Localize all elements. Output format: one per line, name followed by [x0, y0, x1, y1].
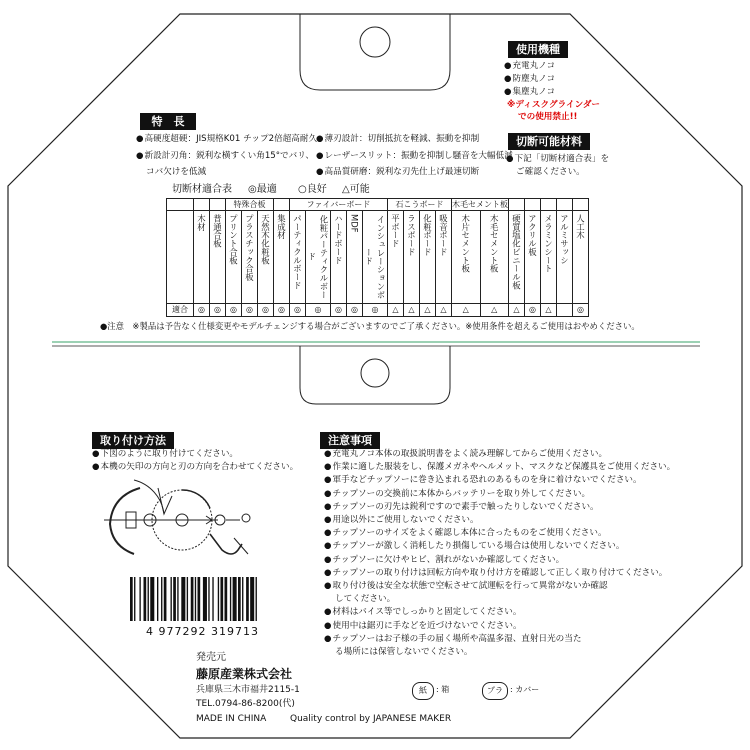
caution-item: してください。 — [335, 594, 396, 605]
table-cell: △ — [480, 304, 509, 317]
feature-item: コバ欠けを低減 — [146, 167, 207, 177]
column-header — [541, 211, 557, 304]
table-title: 切断材適合表 — [172, 184, 232, 195]
table-group-row — [167, 199, 589, 211]
caution-item: ● チップソーのサイズをよく確認し本体に合ったものをご使用ください。 — [324, 527, 607, 539]
column-header-label: インシュレーションボード — [364, 214, 386, 299]
column-header — [557, 211, 573, 304]
caution-item: ● チップソーが激しく消耗したり損傷している場合は使用しないでください。 — [324, 540, 624, 552]
notice-text: ●注意 ※製品は予告なく仕様変更やモデルチェンジする場合がございますのでご了承ください。※使用条件を超えるご使用はおやめください。 — [100, 321, 640, 331]
barcode-bar — [195, 577, 196, 621]
column-header — [274, 211, 290, 304]
barcode-bar — [225, 577, 228, 621]
barcode-bar — [130, 577, 133, 621]
column-header-label: 木材 — [196, 214, 207, 231]
group-fiberboard: ファイバーボード — [290, 199, 388, 211]
caution-item: る場所には保管しないでください。 — [335, 647, 473, 657]
barcode-bar — [181, 577, 185, 621]
column-header — [573, 211, 589, 304]
table-cell: △ — [404, 304, 420, 317]
barcode-bar — [144, 577, 147, 621]
row-header-blank — [167, 211, 194, 304]
paper-recycle-icon — [412, 682, 434, 700]
cutting-header: 切断可能材料 — [508, 133, 590, 150]
barcode-bar — [139, 577, 140, 621]
paper-recycle-label: : 箱 — [436, 685, 450, 694]
column-header-label: ラスボード — [406, 214, 417, 256]
column-header — [331, 211, 347, 304]
caution-item: ● 軍手などチップソーに巻き込まれる恐れのあるものを身に着けないでください。 — [324, 474, 642, 486]
feature-item: ● 高硬度超硬：JIS規格K01 チップ2倍超高耐久 — [136, 133, 317, 145]
table-cell: ◎ — [573, 304, 589, 317]
column-header-label: MDF — [349, 214, 360, 233]
cautions-header: 注意事項 — [320, 432, 380, 449]
row-label: 適合 — [167, 304, 194, 317]
column-header — [388, 211, 404, 304]
barcode-bar — [212, 577, 213, 621]
barcode-bar — [171, 577, 172, 621]
seller-company: 藤原産業株式会社 — [196, 667, 293, 681]
barcode-bar — [238, 577, 241, 621]
table-cell: ◎ — [331, 304, 347, 317]
seller-address: 兵庫県三木市福井2115-1 — [196, 685, 300, 695]
mounting-item: ● 本機の矢印の方向と刃の方向を合わせてください。 — [92, 461, 298, 473]
barcode-bar — [173, 577, 176, 621]
plastic-recycle-icon — [482, 682, 508, 700]
barcode-bar — [150, 577, 154, 621]
column-header — [210, 211, 226, 304]
barcode-bar — [134, 577, 135, 621]
column-header-label: プラスチック合板 — [244, 214, 255, 282]
barcode-bar — [161, 577, 162, 621]
column-header-label: 硬質塩化ビニール板 — [511, 214, 522, 290]
seller-tel: TEL.0794-86-8200(代) — [196, 699, 295, 709]
column-header-label: 人工木 — [575, 214, 586, 240]
column-header — [242, 211, 258, 304]
group-cement-board: 木毛セメント板 — [452, 200, 508, 209]
column-header-label: 天然木化粧板 — [260, 214, 271, 265]
column-header — [420, 211, 436, 304]
column-header-label: ハードボード — [333, 214, 344, 265]
feature-item: ● 高品質研磨：鋭利な刃先仕上げ最速切断 — [316, 166, 479, 178]
barcode-bar — [230, 577, 231, 621]
table-cell: ◎ — [242, 304, 258, 317]
column-header-label: 化粧パーティクルボード — [307, 214, 329, 299]
legend-good: ○良好 — [298, 184, 327, 195]
column-header-label: パーティクルボード — [292, 214, 303, 290]
column-header — [480, 211, 509, 304]
column-header-label: 木毛セメント板 — [489, 214, 500, 273]
barcode-number: 4 977292 319713 — [146, 625, 259, 638]
column-header-label: プリント合板 — [228, 214, 239, 265]
caution-item: ● 材料はバイス等でしっかりと固定してください。 — [324, 606, 521, 618]
column-header-label: メラミンシート — [543, 214, 554, 273]
group-special-plywood: 特殊合板 — [226, 199, 274, 211]
usage-warning: ※ディスクグラインダー — [507, 100, 601, 110]
compatibility-table — [166, 198, 589, 317]
table-cell: △ — [420, 304, 436, 317]
column-header — [436, 211, 452, 304]
caution-item: ● 作業に適した服装をし、保護メガネやヘルメット、マスクなど保護具をご使用ください。 — [324, 461, 675, 473]
column-header — [347, 211, 363, 304]
table-cell: ◎ — [363, 304, 388, 317]
caution-item: ● チップソーの刃先は鋭利ですので素手で触ったりしないでください。 — [324, 501, 599, 513]
usage-item: ● 集塵丸ノコ — [504, 86, 555, 98]
usage-warning: での使用禁止!! — [518, 112, 578, 122]
cutting-text: ご確認ください。 — [516, 167, 585, 177]
mounting-diagram — [98, 474, 268, 564]
seller-label: 発売元 — [196, 652, 226, 663]
column-header-label: 普通合板 — [212, 214, 223, 248]
caution-item: ● 充電丸ノコ本体の取扱説明書をよく読み理解してからご使用ください。 — [324, 448, 607, 460]
barcode-bar — [250, 577, 254, 621]
cutting-text: ● 下記「切断材適合表」を — [506, 153, 609, 165]
barcode-bar — [208, 577, 209, 621]
features-header: 特 長 — [140, 113, 196, 130]
table-cell — [557, 304, 573, 317]
column-header-label: アクリル板 — [527, 214, 538, 256]
usage-item: ● 充電丸ノコ — [504, 60, 555, 72]
made-in: MADE IN CHINA — [196, 714, 267, 724]
barcode-bar — [242, 577, 243, 621]
caution-item: ● チップソーの取り付けは回転方向や取り付け方を確認して正しく取り付けてください。 — [324, 567, 667, 579]
column-header — [290, 211, 306, 304]
plastic-recycle-label: : カバー — [510, 685, 540, 694]
column-header — [194, 211, 210, 304]
mounting-item: ● 下図のように取り付けてください。 — [92, 448, 238, 460]
legend-best: ◎最適 — [248, 184, 277, 195]
barcode-bar — [218, 577, 219, 621]
table-cell: △ — [452, 304, 481, 317]
usage-item: ● 防塵丸ノコ — [504, 73, 555, 85]
caution-item: ● 取り付け後は安全な状態で空転させて試運転を行って異常がないか確認 — [324, 580, 608, 592]
table-cell: △ — [509, 304, 525, 317]
table-cell: ◎ — [306, 304, 331, 317]
table-cell: ◎ — [258, 304, 274, 317]
table-cell: ◎ — [210, 304, 226, 317]
legend-possible: △可能 — [342, 184, 370, 195]
barcode-bar — [157, 577, 158, 621]
column-header-label: 集成材 — [276, 214, 287, 240]
table-cell: △ — [436, 304, 452, 317]
column-header-label: 平ボード — [390, 214, 401, 248]
caution-item: ● チップソーの交換前に本体からバッテリーを取り外してください。 — [324, 488, 590, 500]
caution-item: ● 用途以外にご使用しないでください。 — [324, 514, 479, 526]
plastic-recycle-glyph: プラ — [487, 686, 503, 695]
group-gypsum-board: 石こうボード — [388, 199, 452, 211]
column-header — [306, 211, 331, 304]
table-cell: △ — [388, 304, 404, 317]
column-header — [404, 211, 420, 304]
column-header-label: アルミサッシ — [559, 214, 570, 265]
barcode-bar — [198, 577, 201, 621]
barcode-bar — [177, 577, 178, 621]
barcode — [126, 577, 314, 621]
barcode-bar — [220, 577, 223, 621]
table-column-headers — [167, 211, 589, 304]
usage-header: 使用機種 — [508, 41, 568, 58]
table-cell: ◎ — [347, 304, 363, 317]
feature-item: ● 新設計刃角：鋭利な横すくい角15°でバリ、 — [136, 150, 314, 162]
column-header — [363, 211, 388, 304]
table-cell: △ — [541, 304, 557, 317]
table-cell: ◎ — [194, 304, 210, 317]
column-header-label: 木片セメント板 — [460, 214, 471, 273]
barcode-bar — [256, 577, 257, 621]
column-header — [226, 211, 242, 304]
column-header — [509, 211, 525, 304]
table-cell: ◎ — [274, 304, 290, 317]
feature-item: ● レーザースリット：振動を抑制し騒音を大幅低減 — [316, 150, 513, 162]
barcode-bar — [233, 577, 237, 621]
mounting-header: 取り付け方法 — [92, 432, 174, 449]
column-header-label: 吸音ボード — [438, 214, 449, 256]
table-row — [167, 304, 589, 317]
caution-item: ● チップソーに欠けやヒビ、割れがないか確認してください。 — [324, 554, 564, 566]
feature-item: ● 薄刃設計：切削抵抗を軽減、振動を抑制 — [316, 133, 479, 145]
paper-recycle-glyph: 紙 — [419, 686, 427, 695]
barcode-bar — [148, 577, 149, 621]
column-header — [258, 211, 274, 304]
barcode-bar — [246, 577, 249, 621]
barcode-bar — [187, 577, 188, 621]
caution-item: ● 使用中は鋸刃に手などを近づけないでください。 — [324, 620, 522, 632]
caution-item: ● チップソーはお子様の手の届く場所や高温多湿、直射日光の当た — [324, 633, 581, 645]
column-header-label: 化粧ボード — [422, 214, 433, 256]
table-cell: ◎ — [226, 304, 242, 317]
table-cell: ◎ — [525, 304, 541, 317]
barcode-bar — [191, 577, 194, 621]
barcode-bar — [203, 577, 207, 621]
quality-control: Quality control by JAPANESE MAKER — [290, 714, 452, 724]
table-cell: ◎ — [290, 304, 306, 317]
column-header — [525, 211, 541, 304]
barcode-bar — [164, 577, 167, 621]
column-header — [452, 211, 481, 304]
